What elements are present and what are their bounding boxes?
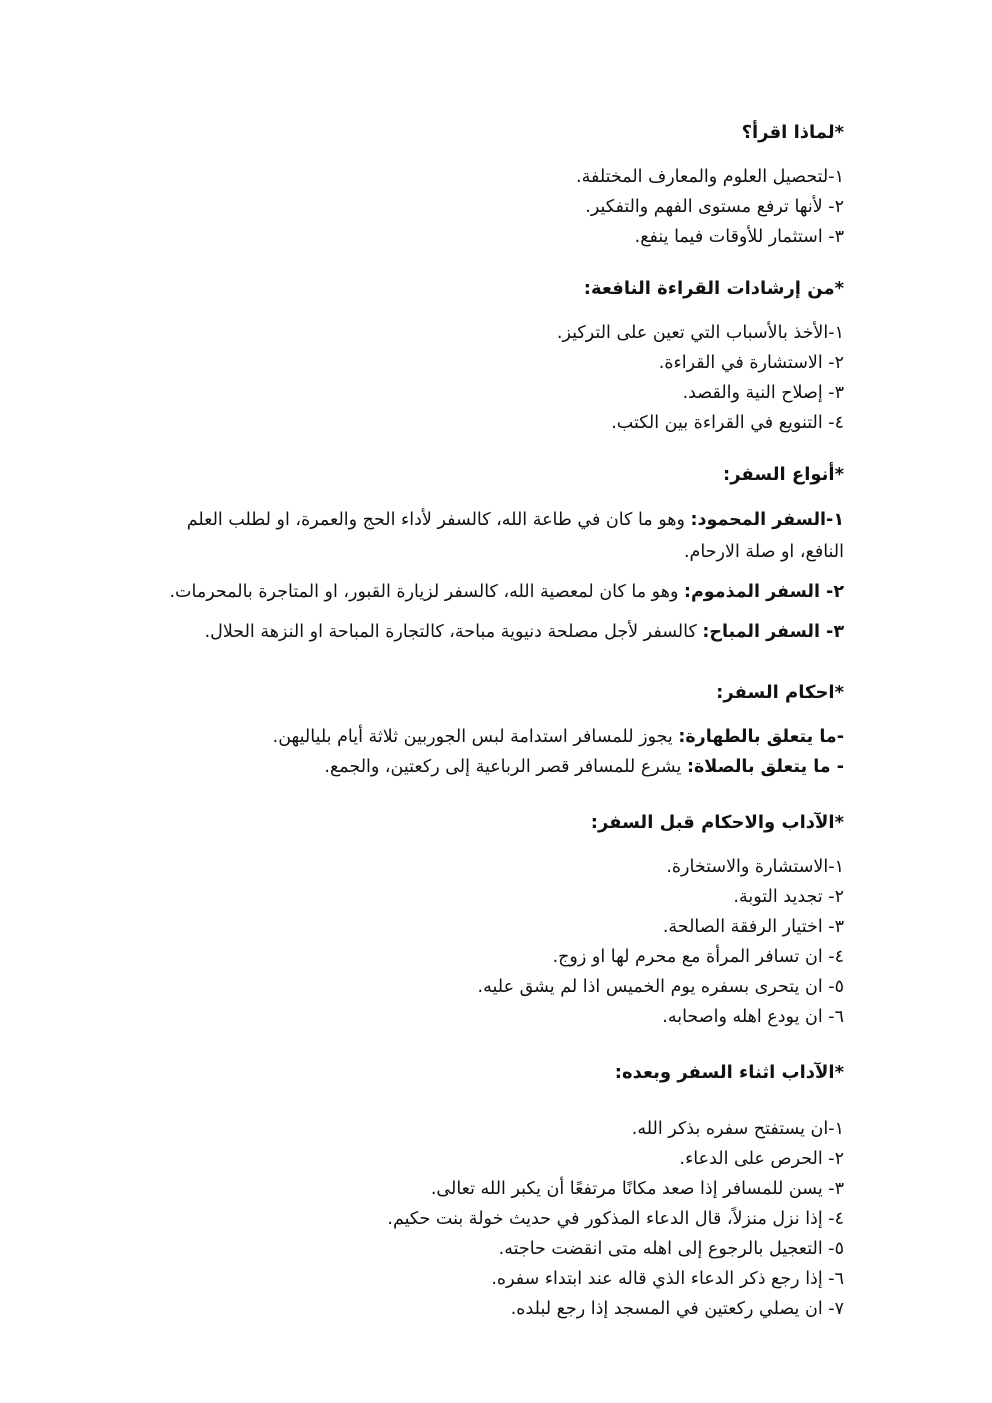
list-item: ١-ان يستفتح سفره بذكر الله. bbox=[631, 1119, 844, 1139]
ruling-lead: -ما يتعلق بالطهارة: bbox=[678, 727, 844, 747]
section-heading: *الآداب اثناء السفر وبعده: bbox=[614, 1062, 844, 1083]
list-item: ٦- ان يودع اهله واصحابه. bbox=[662, 1007, 844, 1027]
paragraph-text: وهو ما كان لمعصية الله، كالسفر لزيارة القبور، او المتاجرة بالمحرمات. bbox=[169, 582, 684, 602]
section-travel-rulings bbox=[150, 678, 844, 782]
section-why-read bbox=[150, 118, 844, 252]
list-item: ٤- إذا نزل منزلاً، قال الدعاء المذكور في حديث خولة بنت حكيم. bbox=[387, 1209, 844, 1229]
list-item: ٥- ان يتحرى بسفره يوم الخميس اذا لم يشق عليه. bbox=[477, 977, 844, 997]
section-heading: *احكام السفر: bbox=[716, 682, 844, 703]
list-item: ٢- لأنها ترفع مستوى الفهم والتفكير. bbox=[585, 197, 844, 217]
list-item: ٢- تجديد التوبة. bbox=[733, 887, 844, 907]
paragraph-text: كالسفر لأجل مصلحة دنيوية مباحة، كالتجارة المباحة او النزهة الحلال. bbox=[204, 622, 703, 642]
ruling-text: يجوز للمسافر استدامة لبس الجوربين ثلاثة أيام بلياليهن. bbox=[272, 727, 679, 747]
section-during-after bbox=[150, 1058, 844, 1324]
section-before-travel bbox=[150, 808, 844, 1032]
paragraph bbox=[150, 576, 844, 608]
list-item: ٥- التعجيل بالرجوع إلى اهله متى انقضت حاجته. bbox=[498, 1239, 844, 1259]
ruling-item bbox=[150, 752, 844, 782]
section-reading-tips bbox=[150, 274, 844, 438]
list-item: ٣- استثمار للأوقات فيما ينفع. bbox=[634, 227, 844, 247]
paragraph-text: وهو ما كان في طاعة الله، كالسفر لأداء الحج والعمرة، او لطلب العلم النافع، او صلة الارحام. bbox=[186, 510, 844, 562]
paragraph bbox=[150, 504, 844, 568]
list-item: ٣- إصلاح النية والقصد. bbox=[682, 383, 844, 403]
ruling-item bbox=[150, 722, 844, 752]
list-item: ٦- إذا رجع ذكر الدعاء الذي قاله عند ابتداء سفره. bbox=[491, 1269, 844, 1289]
section-heading: *الآداب والاحكام قبل السفر: bbox=[590, 812, 844, 833]
list-item: ١-لتحصيل العلوم والمعارف المختلفة. bbox=[576, 167, 844, 187]
section-heading: *لماذا اقرأ؟ bbox=[741, 122, 844, 143]
list-item: ٢- الاستشارة في القراءة. bbox=[658, 353, 844, 373]
section-heading: *أنواع السفر: bbox=[723, 464, 844, 485]
list-item: ١-الاستشارة والاستخارة. bbox=[666, 857, 844, 877]
paragraph-lead: ٣- السفر المباح: bbox=[702, 622, 844, 642]
list-item: ٣- اختيار الرفقة الصالحة. bbox=[662, 917, 844, 937]
paragraph bbox=[150, 616, 844, 648]
list-item: ٣- يسن للمسافر إذا صعد مكانًا مرتفعًا أن يكبر الله تعالى. bbox=[430, 1179, 844, 1199]
paragraph-lead: ١-السفر المحمود: bbox=[690, 510, 844, 530]
list-item: ١-الأخذ بالأسباب التي تعين على التركيز. bbox=[556, 323, 844, 343]
ruling-text: يشرع للمسافر قصر الرباعية إلى ركعتين، والجمع. bbox=[324, 757, 687, 777]
list-item: ٧- ان يصلي ركعتين في المسجد إذا رجع لبلده. bbox=[510, 1299, 844, 1319]
list-item: ٤- التنويع في القراءة بين الكتب. bbox=[611, 413, 844, 433]
paragraph-lead: ٢- السفر المذموم: bbox=[683, 582, 844, 602]
section-heading: *من إرشادات القراءة النافعة: bbox=[583, 278, 844, 299]
section-travel-types bbox=[150, 460, 844, 648]
ruling-lead: - ما يتعلق بالصلاة: bbox=[686, 757, 844, 777]
list-item: ٤- ان تسافر المرأة مع محرم لها او زوج. bbox=[552, 947, 844, 967]
list-item: ٢- الحرص على الدعاء. bbox=[679, 1149, 844, 1169]
